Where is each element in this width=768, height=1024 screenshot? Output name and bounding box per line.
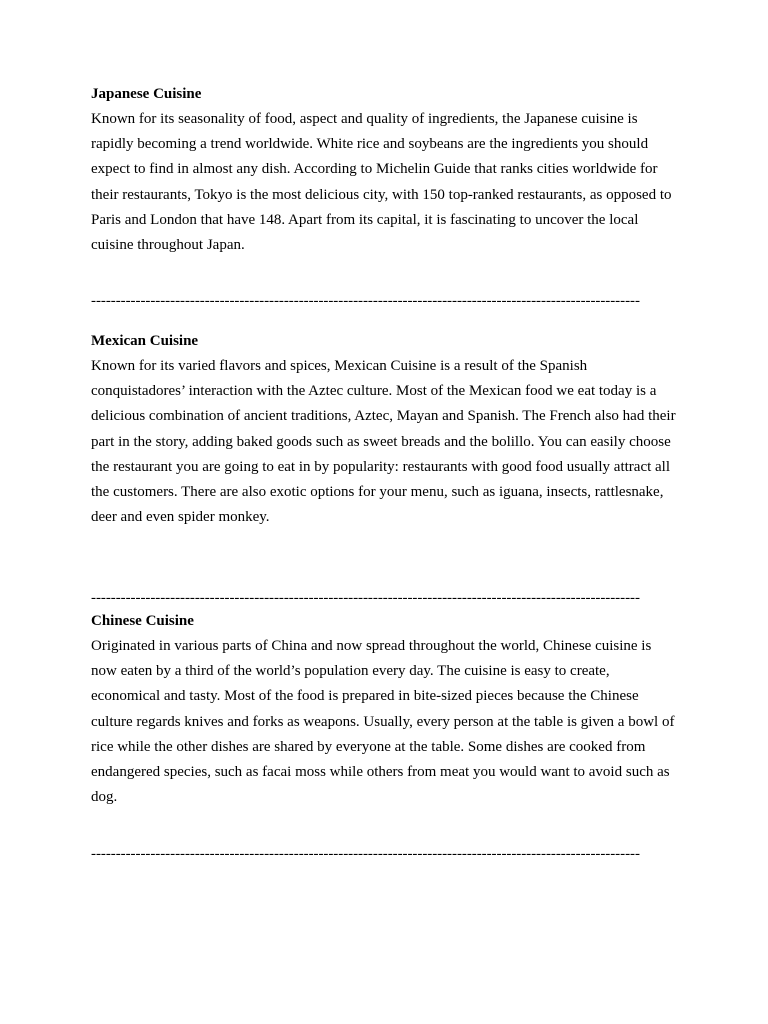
section-heading: Chinese Cuisine	[91, 613, 194, 629]
section-body: Originated in various parts of China and now spread throughout the world, Chinese cuisine is now eaten by a third of the world’s population every day. The cuisine is easy to create, economical and tasty. Most of the food is prepared in bite-sized pieces because the Chinese culture regards knives and forks as weapons. Usually, every person at the table is given a bowl of rice while the other dishes are shared by everyone at the table. Some dishes are cooked from endangered species, such as facai moss while others from meat you would want to avoid such as dog.	[91, 638, 675, 806]
section-japanese-cuisine	[91, 82, 679, 258]
section-heading: Mexican Cuisine	[91, 333, 199, 349]
section-body: Known for its varied flavors and spices, Mexican Cuisine is a result of the Spanish conquistadores’ interaction with the Aztec culture. Most of the Mexican food we eat today is a delicious combination of ancient traditions, Aztec, Mayan and Spanish. The French also had their part in the story, adding baked goods such as sweet breads and the bolillo. You can easily choose the restaurant you are going to eat in by popularity: restaurants with good food usually attract all the customers. There are also exotic options for your menu, such as iguana, insects, rattlesnake, deer and even spider monkey.	[91, 358, 676, 526]
section-divider: ---------------------------------------------------------------------------------------------------------------	[91, 590, 640, 606]
section-divider: ---------------------------------------------------------------------------------------------------------------	[91, 846, 640, 862]
section-mexican-cuisine	[91, 329, 679, 530]
section-heading: Japanese Cuisine	[91, 86, 202, 102]
section-chinese-cuisine	[91, 609, 679, 810]
section-divider: ---------------------------------------------------------------------------------------------------------------	[91, 293, 640, 309]
section-body: Known for its seasonality of food, aspect and quality of ingredients, the Japanese cuisine is rapidly becoming a trend worldwide. White rice and soybeans are the ingredients you should expect to find in almost any dish. According to Michelin Guide that ranks cities worldwide for their restaurants, Tokyo is the most delicious city, with 150 top-ranked restaurants, as opposed to Paris and London that have 148. Apart from its capital, it is fascinating to uncover the local cuisine throughout Japan.	[91, 111, 672, 254]
